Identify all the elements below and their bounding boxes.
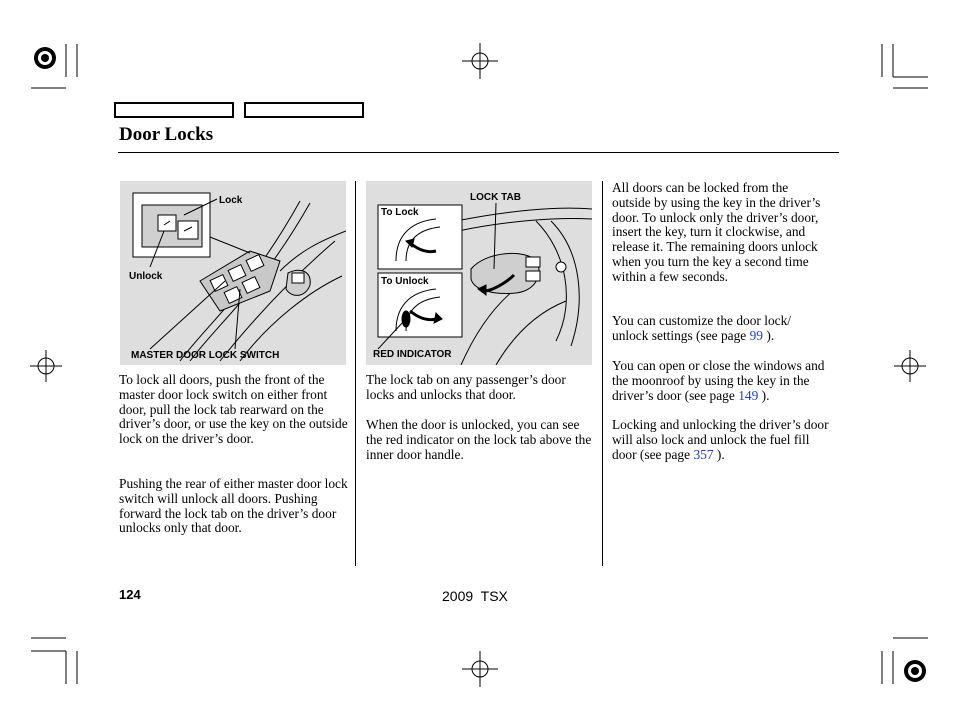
master-switch-label: MASTER DOOR LOCK SWITCH xyxy=(131,350,280,361)
unlock-label: Unlock xyxy=(129,271,163,282)
col3-p4-end: ). xyxy=(716,446,725,462)
master-switch-illustration xyxy=(120,181,346,365)
page-149-link[interactable]: 149 xyxy=(738,387,759,403)
title-rule xyxy=(118,152,839,153)
to-lock-label: To Lock xyxy=(381,207,419,218)
red-indicator-label: RED INDICATOR xyxy=(373,349,452,360)
col3-paragraph-3 xyxy=(612,359,830,403)
page-title: Door Locks xyxy=(119,124,214,145)
lock-label: Lock xyxy=(219,195,243,206)
col1-paragraph-1: To lock all doors, push the front of the master door lock switch on either front door, pull the lock tab rearward on the driver’s door, or use the key on the outside lock on the driver’s door. xyxy=(119,372,348,447)
col3-paragraph-2 xyxy=(612,314,830,344)
col3-p3-end: ). xyxy=(761,387,770,403)
figure-master-switch xyxy=(120,181,346,365)
col3-paragraph-1: All doors can be locked from the outside by using the key in the driver’s door. To unlock only the driver’s door, insert the key, turn it clockwise, and release it. The remaining doors unlock when you turn the key a second time within a few seconds. xyxy=(612,180,821,284)
col2-paragraph-2: When the door is unlocked, you can see the red indicator on the lock tab above the inner door handle. xyxy=(366,417,592,462)
col3-paragraph-4 xyxy=(612,418,830,462)
page-99-link[interactable]: 99 xyxy=(749,327,763,343)
col2-paragraph-1: The lock tab on any passenger’s door locks and unlocks that door. xyxy=(366,372,566,402)
column-divider-1 xyxy=(355,181,356,566)
lock-tab-label: LOCK TAB xyxy=(470,192,521,203)
header-tab-box-2 xyxy=(244,102,364,118)
column-divider-2 xyxy=(602,181,603,566)
footer-model: 2009 TSX xyxy=(442,588,508,604)
page-357-link[interactable]: 357 xyxy=(693,446,714,462)
figure-lock-tab xyxy=(366,181,592,365)
col3-p4-text: Locking and unlocking the driver’s door will also lock and unlock the fuel fill door (see page xyxy=(612,417,829,462)
col3-p2-end: ). xyxy=(766,327,775,343)
col3-p2-text: You can customize the door lock/ unlock settings (see page xyxy=(612,313,792,343)
page-number: 124 xyxy=(119,587,141,602)
col3-p3-text: You can open or close the windows and the moonroof by using the key in the driver’s door (see page xyxy=(612,358,825,403)
header-tab-box-1 xyxy=(114,102,234,118)
lock-tab-illustration xyxy=(366,181,592,365)
to-unlock-label: To Unlock xyxy=(381,276,429,287)
col1-paragraph-2: Pushing the rear of either master door lock switch will unlock all doors. Pushing forward the lock tab on the driver’s door unlocks only that door. xyxy=(119,476,348,536)
